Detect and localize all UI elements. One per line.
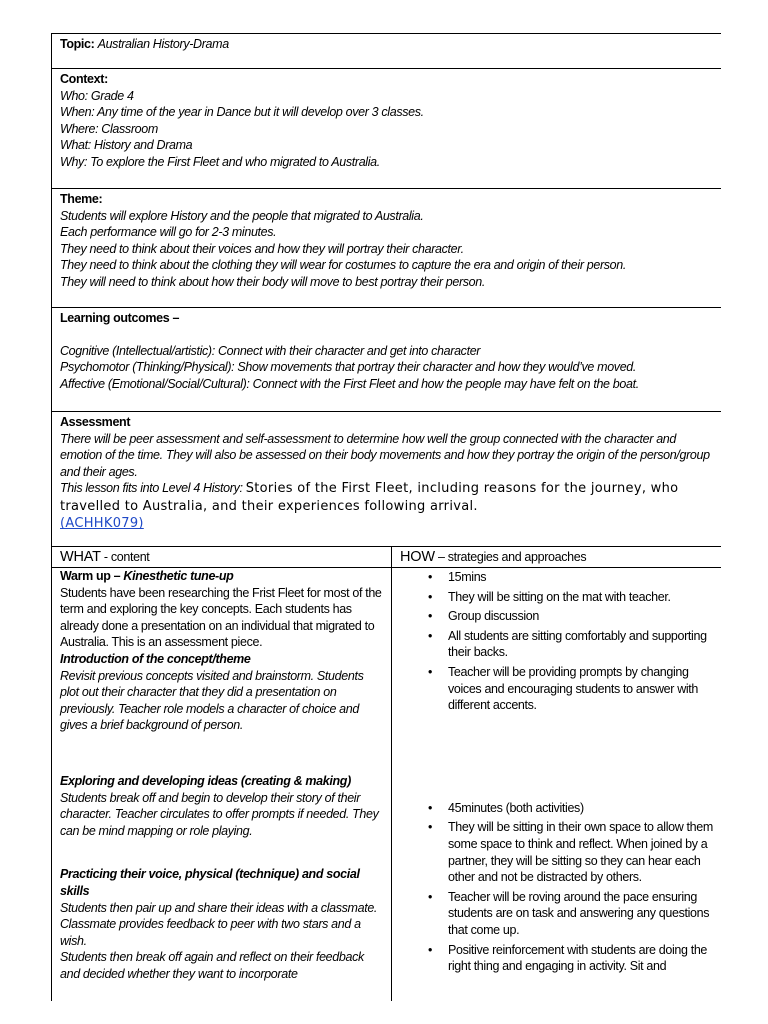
assessment-label: Assessment — [60, 415, 131, 429]
practice-text-2: Students then break off again and reflect on their feedback and decided whether they want to incorporate — [60, 950, 364, 981]
lesson-plan-page — [51, 33, 721, 1001]
curriculum-code-link[interactable]: (ACHHK079) — [60, 516, 144, 532]
warmup-dash: – — [110, 569, 124, 583]
column-header-row — [52, 547, 722, 568]
theme-line-1: Students will explore History and the people that migrated to Australia. — [60, 208, 424, 223]
context-row — [52, 69, 722, 189]
main-row — [52, 568, 722, 1002]
explore-title: Exploring and developing ideas (creating & making) — [60, 773, 351, 788]
outcomes-heading — [60, 310, 713, 327]
how-suffix: – strategies and approaches — [434, 550, 587, 564]
spacer — [60, 734, 383, 773]
lesson-plan-table — [51, 33, 721, 1001]
what-suffix: - content — [100, 550, 150, 564]
context-why: Why: To explore the First Fleet and who migrated to Australia. — [60, 154, 380, 169]
context-what: What: History and Drama — [60, 138, 193, 153]
assessment-cell — [52, 412, 722, 547]
list-item: • Teacher will be roving around the pace ensuring students are on task and answering any questions that come up. — [448, 889, 713, 939]
list-item: • 45minutes (both activities) — [448, 800, 713, 817]
topic-label: Topic: — [60, 37, 95, 51]
what-header — [52, 547, 392, 568]
context-when: When: Any time of the year in Dance but it will develop over 3 classes. — [60, 105, 424, 120]
outcomes-row — [52, 308, 722, 412]
what-label: WHAT — [60, 549, 101, 565]
list-item: • Positive reinforcement with students are doing the right thing and engaging in activity. Sit and — [448, 942, 713, 975]
outcomes-label: Learning outcomes — [60, 311, 170, 325]
topic-value: Australian History-Drama — [97, 37, 229, 51]
outcomes-cell — [52, 308, 722, 412]
how-list-2 — [400, 800, 713, 975]
intro-title: Introduction of the concept/theme — [60, 651, 251, 666]
list-item: • Teacher will be providing prompts by changing voices and encouraging students to answer with different accents. — [448, 664, 713, 714]
how-label: HOW — [400, 549, 435, 565]
intro-text: Revisit previous concepts visited and brainstorm. Students plot out their character that they did a presentation on previously. Teacher role models a character of choice and gives a brief background of person. — [60, 668, 364, 733]
context-cell — [52, 69, 722, 189]
context-label: Context: — [60, 72, 108, 86]
how-header — [392, 547, 722, 568]
explore-text: Students break off and begin to develop their story of their character. Teacher circulates to offer prompts if needed. They can be mind mapping or role playing. — [60, 790, 379, 838]
topic-cell — [52, 34, 722, 69]
list-item: • 15mins — [448, 569, 713, 586]
theme-cell — [52, 189, 722, 308]
topic-row — [52, 34, 722, 69]
outcome-cognitive: Cognitive (Intellectual/artistic): Connect with their character and get into character — [60, 343, 481, 358]
outcome-affective: Affective (Emotional/Social/Cultural): Connect with the First Fleet and how the people may have felt on the boat. — [60, 376, 639, 391]
what-cell — [52, 568, 392, 1002]
curriculum-text: Stories of the First Fleet, including reasons for the journey, who travelled to Australia, and their experiences following arrival. — [60, 481, 679, 515]
outcomes-dash: – — [169, 311, 180, 325]
spacer — [60, 839, 383, 866]
theme-row — [52, 189, 722, 308]
theme-line-5: They will need to think about how their body will move to best portray their person. — [60, 274, 486, 289]
theme-line-4: They need to think about the clothing they will wear for costumes to capture the era and origin of their person. — [60, 258, 627, 273]
list-item: • All students are sitting comfortably and supporting their backs. — [448, 628, 713, 661]
warmup-label: Warm up — [60, 569, 111, 583]
curriculum-prefix: This lesson fits into Level 4 History: — [60, 481, 246, 496]
warmup-text: Students have been researching the Frist Fleet for most of the term and exploring the key concepts. Each students has already done a presentation on an individual that migrated to Australia. This is an assessment piece. — [60, 585, 382, 650]
theme-line-3: They need to think about their voices and how they will portray their character. — [60, 241, 464, 256]
context-who: Who: Grade 4 — [60, 88, 134, 103]
spacer — [400, 717, 713, 800]
assessment-row — [52, 412, 722, 547]
list-item: • Group discussion — [448, 608, 713, 625]
curriculum-paragraph — [60, 480, 713, 516]
practice-text: Students then pair up and share their ideas with a classmate. Classmate provides feedback to peer with two stars and a wish. — [60, 900, 378, 948]
list-item: • They will be sitting in their own space to allow them some space to think and reflect. When joined by a partner, they will be sitting so they can hear each other and not be distracted by others. — [448, 819, 713, 885]
spacer — [60, 327, 713, 343]
list-item: • They will be sitting on the mat with teacher. — [448, 589, 713, 606]
outcome-psychomotor: Psychomotor (Thinking/Physical): Show movements that portray their character and how they would’ve moved. — [60, 360, 637, 375]
warmup-title: Kinesthetic tune-up — [123, 569, 234, 583]
practice-title: Practicing their voice, physical (technique) and social skills — [60, 867, 360, 898]
context-where: Where: Classroom — [60, 121, 158, 136]
theme-label: Theme: — [60, 192, 103, 206]
warmup-heading — [60, 568, 383, 585]
assessment-text: There will be peer assessment and self-assessment to determine how well the group connected with the character and emotion of the time. They will also be assessed on their body movements and how they portray the origin of the person/group and their ages. — [60, 431, 710, 479]
how-cell — [392, 568, 722, 1002]
theme-line-2: Each performance will go for 2-3 minutes. — [60, 225, 277, 240]
how-list-1 — [400, 569, 713, 714]
